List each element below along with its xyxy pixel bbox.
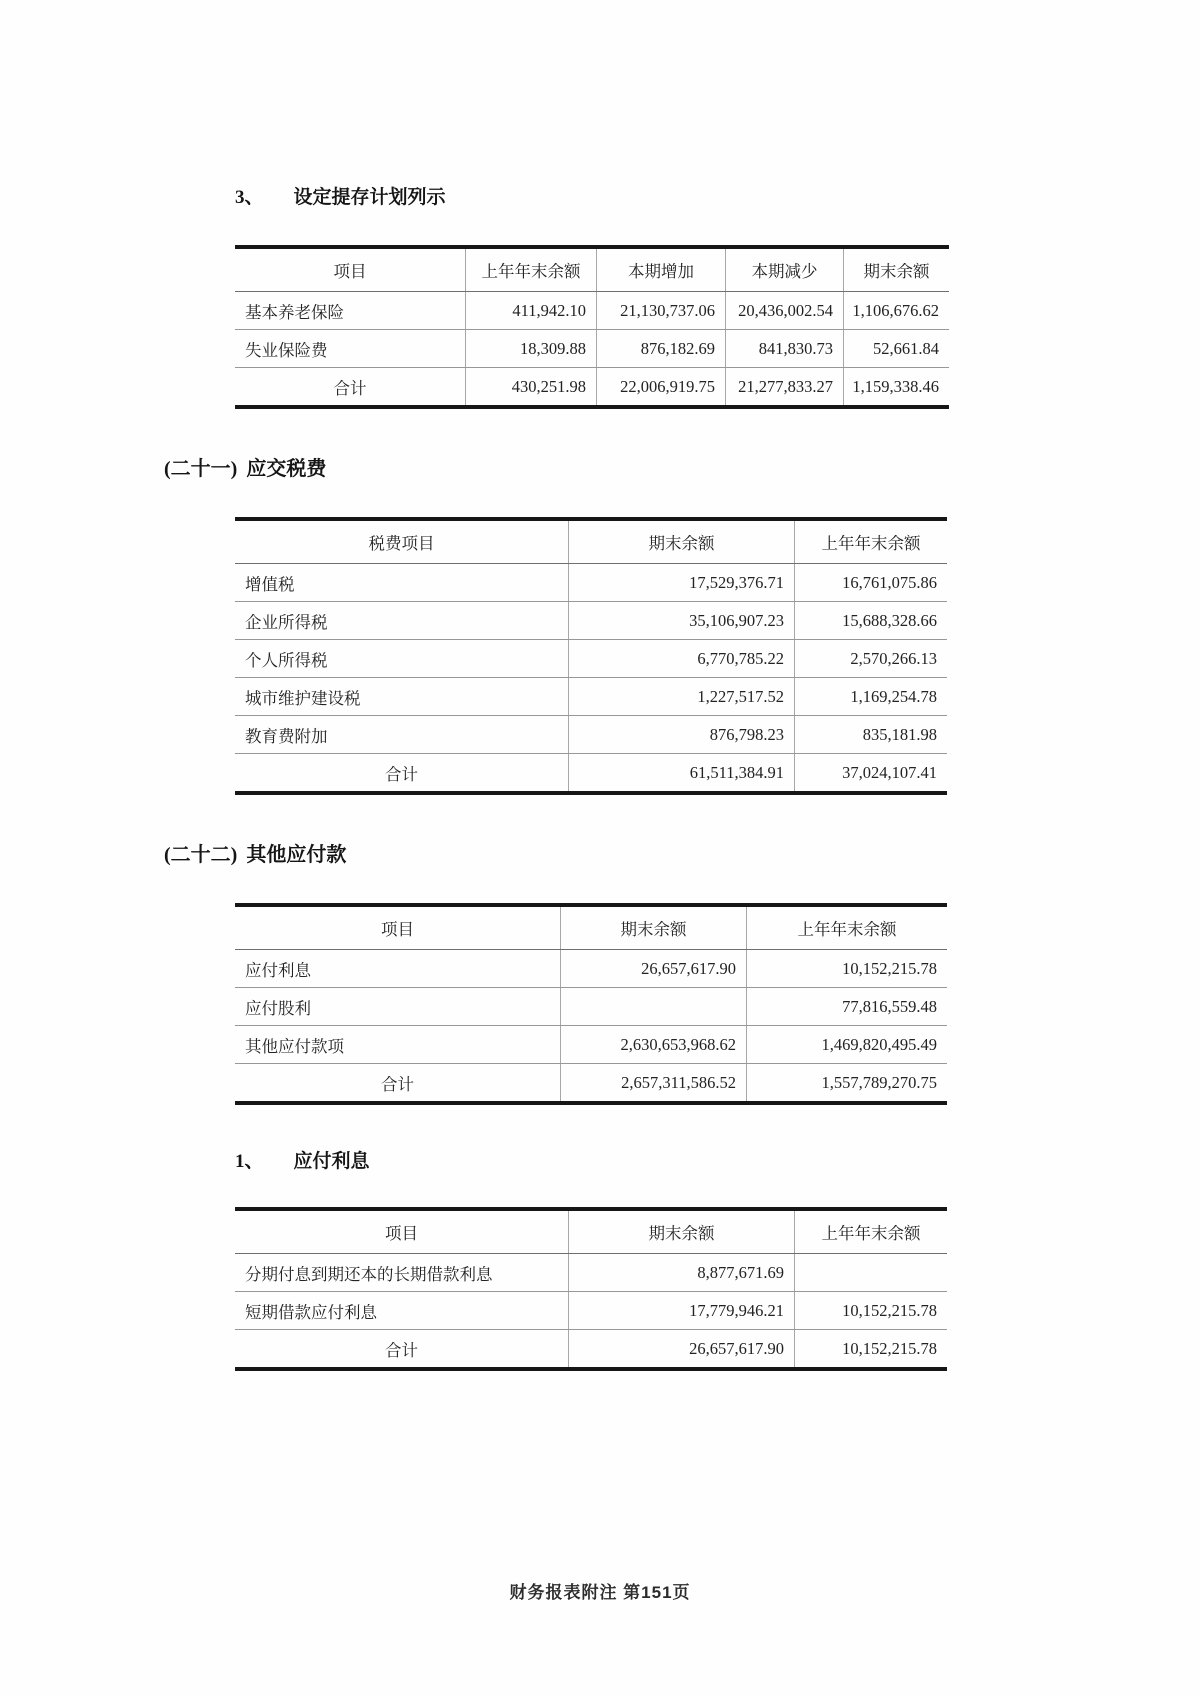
cell-value: 430,251.98 bbox=[466, 368, 597, 408]
row-label: 增值税 bbox=[235, 564, 569, 602]
section-title: 应付利息 bbox=[293, 1151, 370, 1172]
cell-value: 10,152,215.78 bbox=[795, 1292, 948, 1330]
section-heading-taxes-payable bbox=[164, 452, 326, 481]
cell-value: 876,798.23 bbox=[569, 716, 795, 754]
defined-contribution-plan-table bbox=[235, 245, 949, 409]
section-heading-other-payables bbox=[164, 838, 346, 867]
table-row bbox=[235, 602, 947, 640]
cell-value: 1,106,676.62 bbox=[844, 292, 950, 330]
section-number: 3、 bbox=[235, 187, 264, 208]
row-label: 失业保险费 bbox=[235, 330, 466, 368]
table-header-row bbox=[235, 905, 947, 950]
interest-payable-table bbox=[235, 1207, 947, 1371]
section-heading-interest-payable bbox=[235, 1146, 370, 1173]
table-row bbox=[235, 1254, 947, 1292]
cell-value: 61,511,384.91 bbox=[569, 754, 795, 794]
table-row bbox=[235, 716, 947, 754]
section-number: (二十二) bbox=[164, 844, 238, 866]
table-row bbox=[235, 330, 949, 368]
cell-value bbox=[795, 1254, 948, 1292]
cell-value: 18,309.88 bbox=[466, 330, 597, 368]
cell-value: 1,159,338.46 bbox=[844, 368, 950, 408]
cell-value: 6,770,785.22 bbox=[569, 640, 795, 678]
cell-value: 26,657,617.90 bbox=[561, 950, 747, 988]
row-label: 基本养老保险 bbox=[235, 292, 466, 330]
cell-value: 21,277,833.27 bbox=[726, 368, 844, 408]
section-number: 1、 bbox=[235, 1151, 264, 1172]
cell-value: 22,006,919.75 bbox=[597, 368, 726, 408]
table-row bbox=[235, 1292, 947, 1330]
table-row bbox=[235, 950, 947, 988]
cell-value: 15,688,328.66 bbox=[795, 602, 948, 640]
table-header-row bbox=[235, 247, 949, 292]
section-heading-defined-contribution bbox=[235, 182, 446, 209]
table-row bbox=[235, 640, 947, 678]
table-total-row bbox=[235, 1064, 947, 1104]
column-header: 期末余额 bbox=[569, 519, 795, 564]
column-header: 上年年末余额 bbox=[466, 247, 597, 292]
table-row bbox=[235, 1026, 947, 1064]
section-title: 应交税费 bbox=[246, 458, 327, 480]
table-total-row bbox=[235, 1330, 947, 1370]
column-header: 期末余额 bbox=[569, 1209, 795, 1254]
cell-value: 37,024,107.41 bbox=[795, 754, 948, 794]
row-label: 城市维护建设税 bbox=[235, 678, 569, 716]
cell-value: 1,469,820,495.49 bbox=[747, 1026, 948, 1064]
cell-value: 2,630,653,968.62 bbox=[561, 1026, 747, 1064]
column-header: 项目 bbox=[235, 247, 466, 292]
row-label: 短期借款应付利息 bbox=[235, 1292, 569, 1330]
cell-value: 1,557,789,270.75 bbox=[747, 1064, 948, 1104]
section-title: 其他应付款 bbox=[246, 844, 347, 866]
column-header: 本期增加 bbox=[597, 247, 726, 292]
table-header-row bbox=[235, 1209, 947, 1254]
table-row bbox=[235, 678, 947, 716]
column-header: 期末余额 bbox=[844, 247, 950, 292]
cell-value: 411,942.10 bbox=[466, 292, 597, 330]
cell-value: 876,182.69 bbox=[597, 330, 726, 368]
cell-value: 1,227,517.52 bbox=[569, 678, 795, 716]
row-label: 应付利息 bbox=[235, 950, 561, 988]
column-header: 本期减少 bbox=[726, 247, 844, 292]
cell-value: 20,436,002.54 bbox=[726, 292, 844, 330]
column-header: 上年年末余额 bbox=[747, 905, 948, 950]
cell-value bbox=[561, 988, 747, 1026]
section-title: 设定提存计划列示 bbox=[293, 187, 446, 208]
total-label: 合计 bbox=[385, 1340, 418, 1360]
row-label: 应付股利 bbox=[235, 988, 561, 1026]
other-payables-table bbox=[235, 903, 947, 1105]
cell-value: 21,130,737.06 bbox=[597, 292, 726, 330]
cell-value: 16,761,075.86 bbox=[795, 564, 948, 602]
row-label: 分期付息到期还本的长期借款利息 bbox=[235, 1254, 569, 1292]
column-header: 上年年末余额 bbox=[795, 519, 948, 564]
cell-value: 2,570,266.13 bbox=[795, 640, 948, 678]
cell-value: 10,152,215.78 bbox=[747, 950, 948, 988]
table-total-row bbox=[235, 368, 949, 408]
table-row bbox=[235, 988, 947, 1026]
cell-value: 52,661.84 bbox=[844, 330, 950, 368]
cell-value: 77,816,559.48 bbox=[747, 988, 948, 1026]
cell-value: 8,877,671.69 bbox=[569, 1254, 795, 1292]
row-label: 教育费附加 bbox=[235, 716, 569, 754]
table-row bbox=[235, 292, 949, 330]
section-number: (二十一) bbox=[164, 458, 238, 480]
column-header: 税费项目 bbox=[235, 519, 569, 564]
row-label: 其他应付款项 bbox=[235, 1026, 561, 1064]
row-label: 个人所得税 bbox=[235, 640, 569, 678]
table-header-row bbox=[235, 519, 947, 564]
cell-value: 17,779,946.21 bbox=[569, 1292, 795, 1330]
total-label: 合计 bbox=[381, 1074, 414, 1094]
taxes-payable-table bbox=[235, 517, 947, 795]
table-total-row bbox=[235, 754, 947, 794]
cell-value: 10,152,215.78 bbox=[795, 1330, 948, 1370]
cell-value: 2,657,311,586.52 bbox=[561, 1064, 747, 1104]
total-label: 合计 bbox=[385, 764, 418, 784]
cell-value: 841,830.73 bbox=[726, 330, 844, 368]
cell-value: 35,106,907.23 bbox=[569, 602, 795, 640]
row-label: 企业所得税 bbox=[235, 602, 569, 640]
page-footer: 财务报表附注 第151页 bbox=[509, 1583, 691, 1602]
cell-value: 26,657,617.90 bbox=[569, 1330, 795, 1370]
cell-value: 835,181.98 bbox=[795, 716, 948, 754]
cell-value: 17,529,376.71 bbox=[569, 564, 795, 602]
table-row bbox=[235, 564, 947, 602]
column-header: 期末余额 bbox=[561, 905, 747, 950]
total-label: 合计 bbox=[333, 378, 367, 398]
column-header: 项目 bbox=[235, 1209, 569, 1254]
column-header: 项目 bbox=[235, 905, 561, 950]
column-header: 上年年末余额 bbox=[795, 1209, 948, 1254]
cell-value: 1,169,254.78 bbox=[795, 678, 948, 716]
